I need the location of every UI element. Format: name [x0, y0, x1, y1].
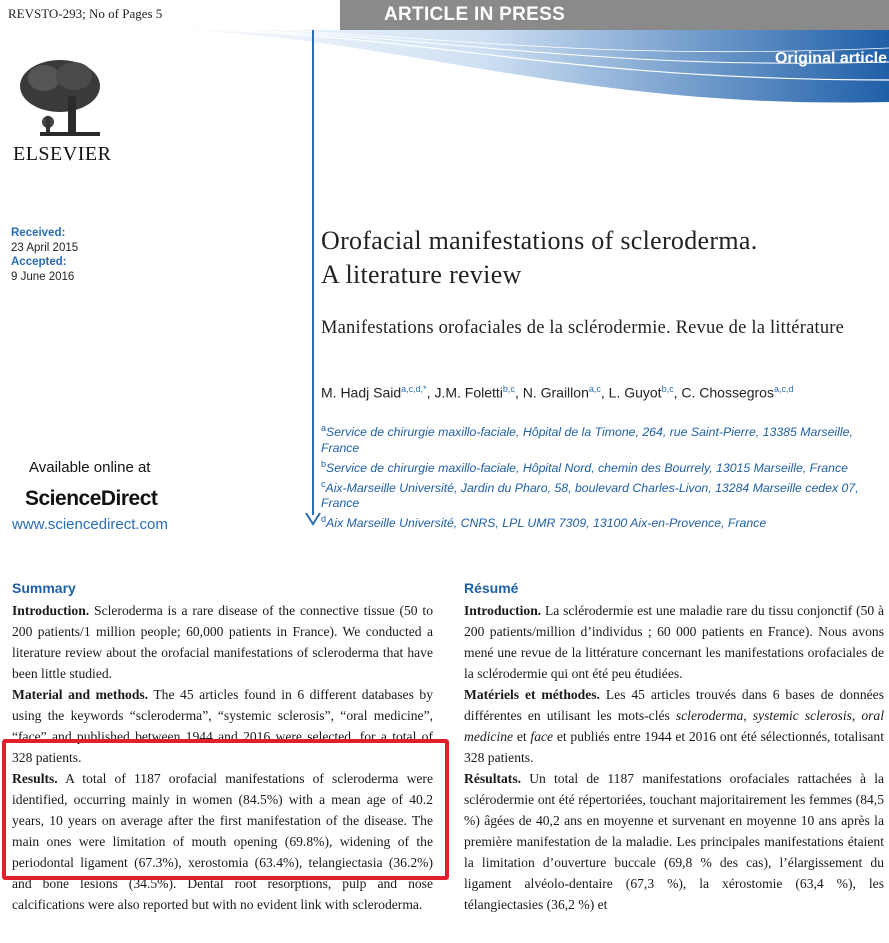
author-sup[interactable]: a,c,d: [773, 384, 794, 394]
affiliation-item: $^a$Service de chirurgie maxillo-faciale, Hôpital de la Timone, 264, rue Saint-Pierre, 13385 Marseille, France: [321, 423, 853, 455]
affiliation-list: [321, 421, 881, 532]
summary-results: Results. A total of 1187 orofacial manifestations of scleroderma were identified, occurring mainly in women (84.5%) with a mean age of 40.2 years, 10 years on average after the first manifestation of the disease. The main ones were limitation of mouth opening (69.8%), widening of the periodontal ligament (67.3%), xerostomia (63.4%), telangiectasia (36.2%) and bone lesions (34.5%). Dental root resorptions, pulp and nose calcifications were also reported but with no evident link with scleroderma.: [12, 771, 433, 912]
resume-results: Résultats. Un total de 1187 manifestations orofaciales rattachées à la sclérodermie ont été répertoriées, touchant majoritairement les femmes (84,5 %) âgées de 40,2 ans en moyenne et survenant en moyenne 10 ans après la première manifestation de la maladie. Les principales manifestations étaient la limitation d’ouverture buccale (69,8 % des cas), l’élargissement du ligament alvéolo-dentaire (67,3 %), la xérostomie (63,4 %), les télangiectasies (36,2 %) et: [464, 771, 884, 912]
resume-heading: Résumé: [464, 580, 519, 596]
elsevier-tree-logo: [10, 56, 110, 142]
french-title: Manifestations orofaciales de la sclérodermie. Revue de la littérature: [321, 318, 845, 338]
article-title: [321, 224, 758, 292]
summary-heading: Summary: [12, 580, 76, 596]
author-sup[interactable]: b,c: [502, 384, 515, 394]
author-name: M. Hadj Said: [321, 384, 402, 401]
affiliation-item: $^c$Aix-Marseille Université, Jardin du Pharo, 58, boulevard Charles-Livon, 13284 Marseille cedex 07, France: [321, 478, 859, 511]
accepted-date: 9 June 2016: [11, 270, 75, 283]
received-label: Received:: [11, 227, 66, 239]
author-sup[interactable]: b,c: [661, 384, 674, 394]
article-reference: REVSTO-293; No of Pages 5: [8, 6, 163, 21]
article-title-line2: A literature review: [321, 260, 522, 289]
affiliation-item: $^b$Service de chirurgie maxillo-faciale, Hôpital Nord, chemin des Bourrely, 13015 Marseille, France: [321, 458, 848, 475]
author-list: M. Hadj Said$^{a,c,d,*}$, J.M. Foletti$^{b,c}$, N. Graillon$^{a,c}$, L. Guyot$^{b,c}$, C. Chossegros$^{a,c,d}$: [321, 384, 794, 401]
article-dates: [11, 226, 78, 284]
summary-methods: Material and methods. The 45 articles found in 6 different databases by using the keywords “scleroderma”, “systemic sclerosis”, “oral medicine”, “face” and published between 1944 and 2016 were selected, for a total of 328 patients.: [12, 687, 433, 765]
arrow-down-icon: [305, 512, 321, 526]
author-name: C. Chossegros: [681, 384, 774, 401]
author-sup[interactable]: a,c: [588, 384, 601, 394]
summary-introduction: Introduction. Scleroderma is a rare disease of the connective tissue (50 to 200 patients/1 million people; 60,000 patients in France). We conducted a literature review about the orofacial manifestations of scleroderma that have been little studied.: [12, 603, 433, 681]
resume-column: [464, 600, 884, 915]
author-name: N. Graillon: [522, 384, 589, 401]
sciencedirect-link[interactable]: www.sciencedirect.com: [12, 516, 168, 533]
author-sup[interactable]: a,c,d,*: [401, 384, 427, 394]
vertical-divider: [312, 30, 314, 515]
article-in-press-banner: ARTICLE IN PRESS: [384, 4, 566, 25]
resume-methods: Matériels et méthodes. Les 45 articles trouvés dans 6 bases de données différentes en utilisant les mots-clés scleroderma, systemic sclerosis, oral medicine et face et publiés entre 1944 et 2016 ont été sélectionnés, totalisant 328 patients.: [464, 687, 885, 765]
accepted-label: Accepted:: [11, 256, 67, 268]
available-online-text: Available online at: [29, 459, 151, 476]
results-highlight-box: [2, 739, 449, 880]
resume-introduction: Introduction. La sclérodermie est une maladie rare du tissu conjonctif (50 à 200 patients/million d’individus ; 60 000 patients en France). Nous avons mené une revue de la littérature concernant les manifestations orofaciales de la sclérodermie qui ont été peu étudiées.: [464, 603, 885, 681]
publisher-name: ELSEVIER: [13, 143, 112, 165]
author-name: L. Guyot: [608, 384, 662, 401]
article-title-line1: Orofacial manifestations of scleroderma.: [321, 226, 758, 255]
received-date: 23 April 2015: [11, 241, 79, 254]
sciencedirect-logo: ScienceDirect: [25, 487, 158, 510]
article-type-label: Original article: [774, 50, 887, 67]
affiliation-item: $^d$Aix Marseille Université, CNRS, LPL UMR 7309, 13100 Aix-en-Provence, France: [321, 514, 767, 531]
author-name: J.M. Foletti: [434, 384, 503, 401]
